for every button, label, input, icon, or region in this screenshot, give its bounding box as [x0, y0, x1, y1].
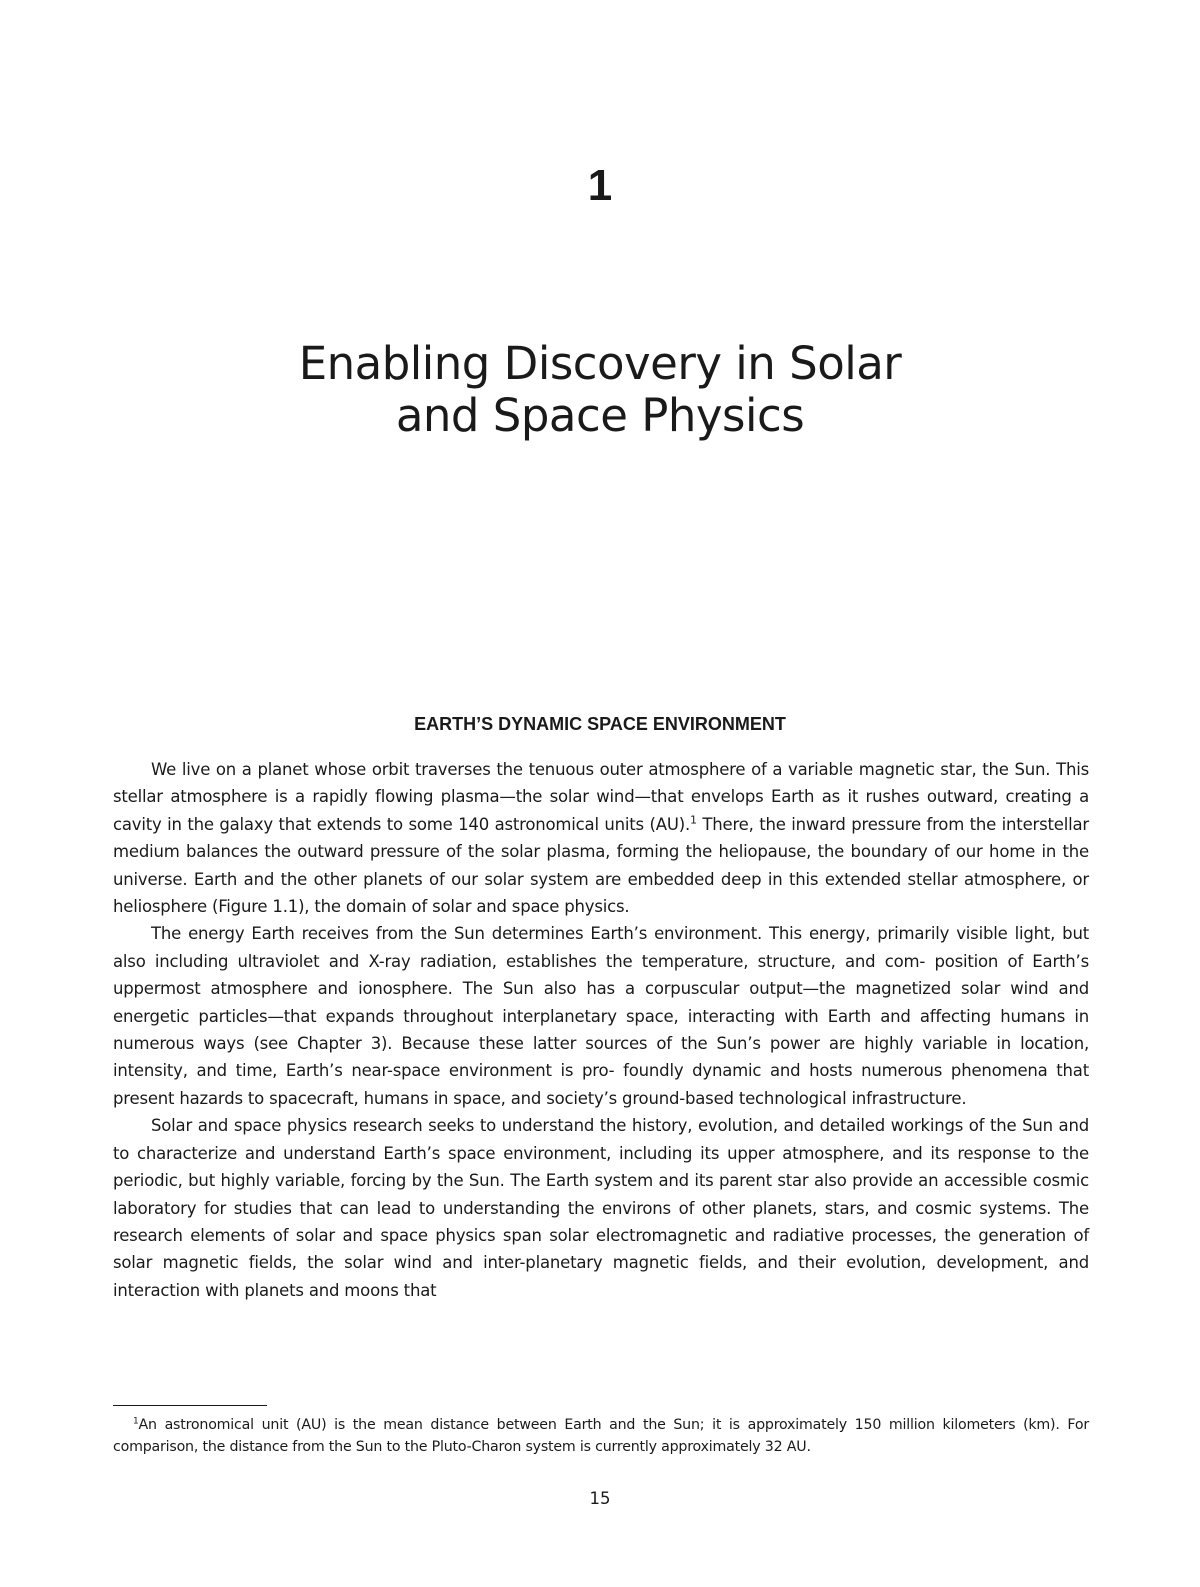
page-number: 15	[589, 1489, 611, 1508]
footnote-reference[interactable]: 1	[690, 813, 697, 827]
section-heading: EARTH’S DYNAMIC SPACE ENVIRONMENT	[414, 714, 786, 734]
paragraph-2: The energy Earth receives from the Sun determines Earth’s environment. This energy, primarily visible light, but also including ultraviolet and X-ray radiation, establishes the temperature, structure, and com- position of Earth’s uppermost atmosphere and ionosphere. The Sun also has a corpuscular output—the magnetized solar wind and energetic particles—that expands throughout interplanetary space, interacting with Earth and affecting humans in numerous ways (see Chapter 3). Because these latter sources of the Sun’s power are highly variable in location, intensity, and time, Earth’s near-space environment is pro- foundly dynamic and hosts numerous phenomena that present hazards to spacecraft, humans in space, and society’s ground-based technological infrastructure.	[113, 924, 1089, 1108]
footnote-marker: 1	[133, 1416, 139, 1427]
chapter-title-line-1: Enabling Discovery in Solar	[298, 337, 902, 390]
footnote-paragraph	[113, 1414, 1089, 1458]
paragraph-1-text-b: There, the inward pressure from the interstellar medium balances the outward pressure of the solar plasma, forming the heliopause, the boundary of our home in the universe. Earth and the other planets of our solar system are embedded deep in this extended stellar atmosphere, or heliosphere (Figure 1.1), the domain of solar and space physics.	[113, 814, 1089, 917]
paragraph-1	[113, 756, 1089, 920]
paragraph-3: Solar and space physics research seeks to understand the history, evolution, and detailed workings of the Sun and to characterize and understand Earth’s space environment, including its upper atmosphere, and its response to the periodic, but highly variable, forcing by the Sun. The Earth system and its parent star also provide an accessible cosmic laboratory for studies that can lead to understanding the environs of other planets, stars, and cosmic systems. The research elements of solar and space physics span solar electromagnetic and radiative processes, the generation of solar magnetic fields, the solar wind and inter-planetary magnetic fields, and their evolution, development, and interaction with planets and moons that	[113, 1116, 1089, 1300]
paragraph-1-text-a: We live on a planet whose orbit traverses the tenuous outer atmosphere of a variable magnetic star, the Sun. This stellar atmosphere is a rapidly flowing plasma—the solar wind—that envelops Earth as it rushes outward, creating a cavity in the galaxy that extends to some 140 astronomical units (AU).	[113, 760, 1089, 834]
chapter-title	[0, 338, 1200, 442]
body-text	[113, 756, 1089, 1304]
footnote-divider	[113, 1405, 267, 1406]
chapter-number: 1	[587, 161, 613, 210]
footnote-text: An astronomical unit (AU) is the mean distance between Earth and the Sun; it is approximately 150 million kilometers (km). For comparison, the distance from the Sun to the Pluto-Charon system is currently approximately 32 AU.	[113, 1417, 1089, 1455]
chapter-title-line-2: and Space Physics	[395, 389, 805, 442]
footnote	[113, 1414, 1089, 1458]
